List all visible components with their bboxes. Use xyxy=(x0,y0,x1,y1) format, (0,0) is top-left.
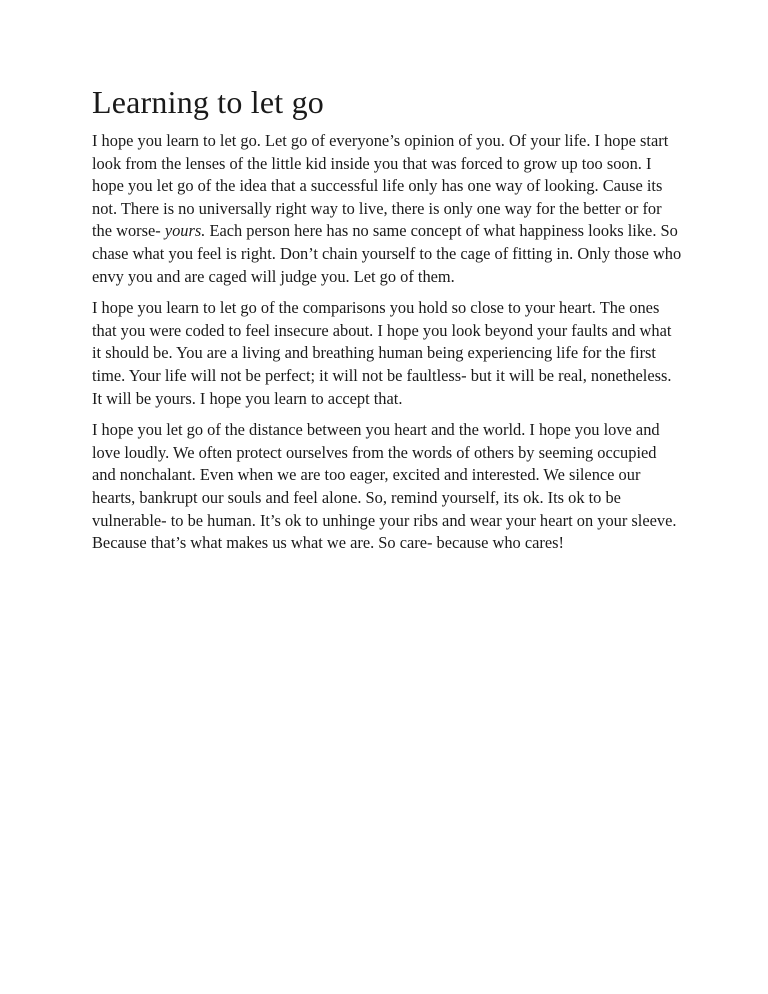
paragraph-1-emphasis: yours. xyxy=(164,221,206,241)
paragraph-3: I hope you let go of the distance between you heart and the world. I hope you love and love loudly. We often protect ourselves from the words of others by seeming occupied and nonchalant. Even when we are too eager, excited and interested. We silence our hearts, bankrupt our souls and feel alone. So, remind yourself, its ok. Its ok to be vulnerable- to be human. It’s ok to unhinge your ribs and wear your heart on your sleeve. Because that’s what makes us what we are. So care- because who cares! xyxy=(92,420,677,553)
paragraph-1-text: I hope you learn to let go. Let go of everyone’s opinion of you. Of your life. I hope start look from the lenses of the little kid inside you that was forced to grow up too soon. I hope you let go of the idea that a successful life only has one way of looking. Cause its not. There is no universally right way to live, there is only one way for the better or for the worse- xyxy=(92,131,669,241)
paragraph-2: I hope you learn to let go of the comparisons you hold so close to your heart. The ones that you were coded to feel insecure about. I hope you look beyond your faults and what it should be. You are a living and breathing human being experiencing life for the first time. Your life will not be perfect; it will not be faultless- but it will be real, nonetheless. It will be yours. I hope you learn to accept that. xyxy=(92,298,672,408)
document-page xyxy=(92,80,682,564)
paragraph-1-text-end: Each person here has no same concept of what happiness looks like. So chase what you feel is right. Don’t chain yourself to the cage of fitting in. Only those who envy you and are caged will judge you. Let go of them. xyxy=(92,221,682,286)
document-title: Learning to let go xyxy=(92,84,324,120)
paragraph-1 xyxy=(92,130,682,288)
